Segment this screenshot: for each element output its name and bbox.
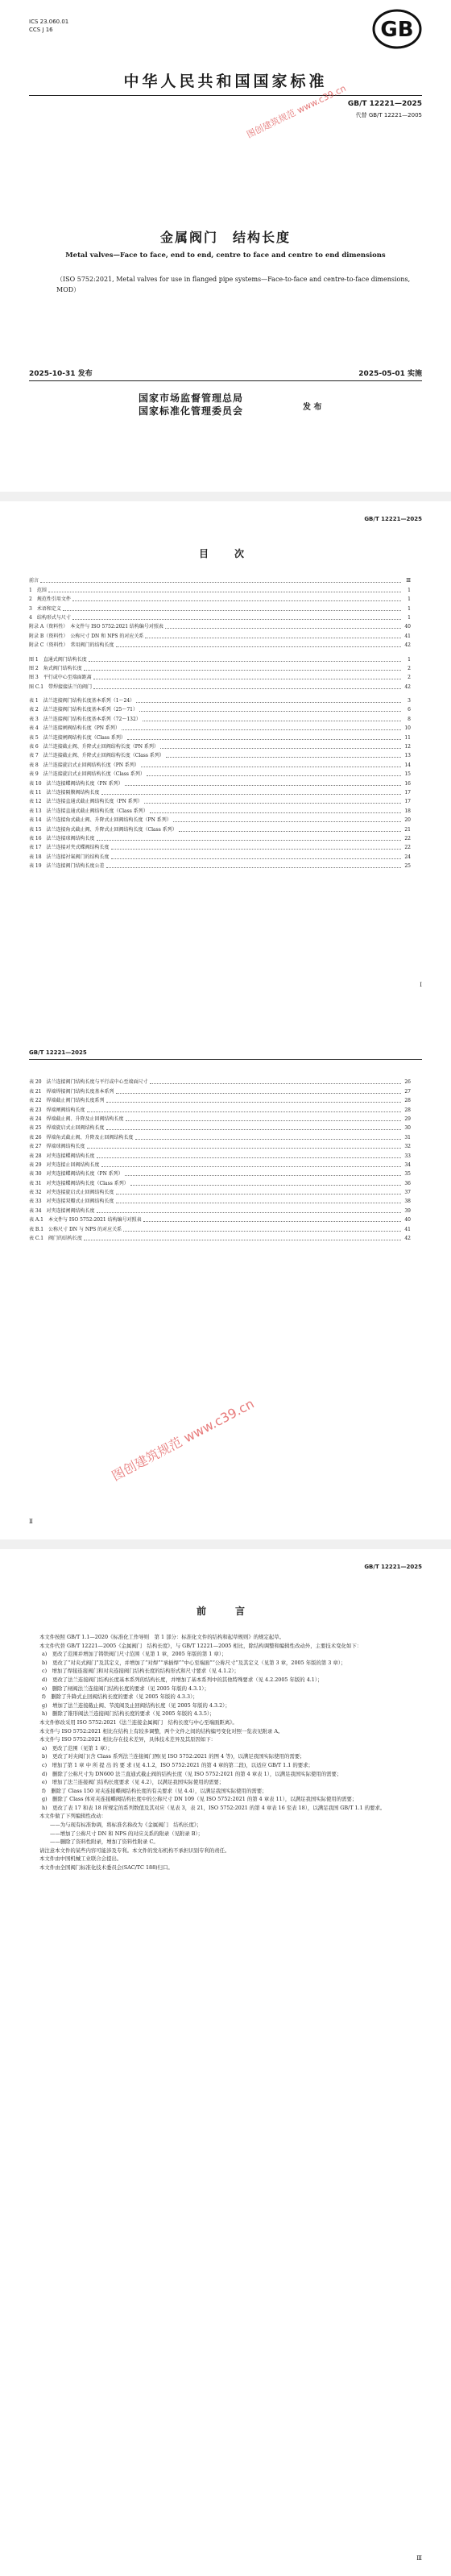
toc-entry-label: 表 26 焊端角式截止阀、升降及止回阀结构长度 xyxy=(29,1134,134,1141)
toc-entry-page: 37 xyxy=(404,1190,411,1196)
toc-entry-page: 39 xyxy=(404,1207,411,1214)
standard-type-title: 中华人民共和国国家标准 xyxy=(123,73,328,90)
toc-leader-dots xyxy=(93,688,401,689)
foreword-paragraph: 本文件由全国阀门标准化技术委员会(SAC/TC 188)归口。 xyxy=(39,1864,173,1872)
toc-entry-page: 22 xyxy=(404,845,411,851)
toc-entry[interactable] xyxy=(29,1205,411,1214)
toc-entry[interactable] xyxy=(29,732,411,741)
toc-entry-page: 13 xyxy=(404,753,411,759)
toc-entry[interactable] xyxy=(29,805,411,814)
foreword-paragraph: h) 更改了表 17 和表 18 所规定的系列数值及其对应（见表 3，表 21，ISO 5752:2021 的第 4 章表 16 至表 18），以满足我国 GB/T 1.1 的要求。 xyxy=(42,1804,386,1811)
ics-code: ICS 23.060.01 xyxy=(29,19,69,25)
toc-leader-dots xyxy=(126,1120,401,1121)
foreword-paragraph: 本文件与 ISO 5752:2021 相比存在技术差异，具体技术差异及其原因如下： xyxy=(39,1736,217,1743)
toc-entry-label: 表 27 焊端球阀结构长度 xyxy=(29,1144,85,1150)
toc-entry-label: 图 1 直通式阀门结构长度 xyxy=(29,656,87,663)
toc-entry-label: 表 13 法兰连接直通式截止阀结构长度（Class 系列） xyxy=(29,808,148,814)
toc-entry[interactable] xyxy=(29,824,411,833)
toc-entry-page: 31 xyxy=(404,1134,411,1141)
toc-list-part-2 xyxy=(29,1077,411,1242)
issuer-sac: 国家标准化管理委员会 xyxy=(139,405,244,417)
toc-entry[interactable] xyxy=(29,584,411,593)
toc-entry[interactable] xyxy=(29,1233,411,1242)
toc-entry-page: 20 xyxy=(404,817,411,824)
toc-leader-dots xyxy=(72,618,401,620)
stamp-watermark: 图创建筑规范 www.c39.cn xyxy=(245,82,348,141)
toc-entry-page: 41 xyxy=(404,633,411,639)
toc-entry-page: 17 xyxy=(404,789,411,796)
foreword-paragraph: f) 删除了 Class 150 对夹连接蝶阀结构长度的有关要求（见 4.4），以满足我国实际使用的需要； xyxy=(42,1787,267,1794)
toc-entry-label: 表 28 对夹连接蝶阀结构长度 xyxy=(29,1153,95,1159)
foreword-body xyxy=(29,1633,411,1872)
english-title: Metal valves—Face to face, end to end, centre to face and centre to end dimensions xyxy=(65,251,386,260)
toc-leader-dots xyxy=(63,609,401,611)
toc-entry[interactable] xyxy=(29,769,411,778)
foreword-paragraph: 本文件按照 GB/T 1.1—2020《标准化工作导则 第 1 部分：标准化文件的结构和起草规则》的规定起草。 xyxy=(39,1634,285,1640)
toc-entry-page: 32 xyxy=(404,1144,411,1150)
toc-entry-page: 28 xyxy=(404,1098,411,1104)
toc-leader-dots xyxy=(116,1202,401,1203)
toc-entry[interactable] xyxy=(29,1095,411,1104)
toc-entry[interactable] xyxy=(29,778,411,787)
toc-entry-page: 18 xyxy=(404,808,411,814)
foreword-paragraph: a) 更改了范围并增加了铸铁阀门尺寸范围（见第 1 章，2005 年版的第 1 章）； xyxy=(42,1651,227,1658)
toc-entry-page: 40 xyxy=(404,624,411,630)
foreword-paragraph: h) 删除了锥形阀法兰连接阀门结构长度的要求（见 2005 年版的 4.3.5）； xyxy=(42,1710,215,1718)
toc-entry-label: 表 17 法兰连接对夹式蝶阀结构长度 xyxy=(29,845,110,851)
toc-entry-page: 27 xyxy=(404,1088,411,1095)
toc-entry-label: 表 23 焊端闸阀结构长度 xyxy=(29,1107,85,1113)
toc-leader-dots xyxy=(141,766,401,767)
foreword-page xyxy=(0,1549,451,2576)
toc-leader-dots xyxy=(101,1165,401,1167)
iso-reference: （ISO 5752:2021, Metal valves for use in flanged pipe systems—Face-to-face and centre-to-face dimensions, MOD） xyxy=(56,276,411,293)
toc-entry-page: 22 xyxy=(404,835,411,841)
toc-entry-label: 表 32 对夹连接旋启式止回阀结构长度 xyxy=(29,1190,114,1196)
toc-entry-label: 图 2 角式阀门结构长度 xyxy=(29,665,82,671)
foreword-paragraph: 本文件与 ISO 5752:2021 相比在结构上有较多调整，两个文件之间的结构编号变化对照一览表见附录 A。 xyxy=(39,1727,283,1735)
toc-leader-dots xyxy=(173,821,401,822)
toc-entry-page: 34 xyxy=(404,1161,411,1168)
toc-leader-dots xyxy=(123,1230,401,1232)
foreword-paragraph: ——增加了公称尺寸 DN 和 NPS 的对应关系的附录（见附录 B）； xyxy=(50,1830,204,1837)
toc-entry-page: Ⅲ xyxy=(406,578,411,584)
gb-logo-icon xyxy=(372,8,422,50)
toc-entry-page: 38 xyxy=(404,1199,411,1205)
watermark: 图创建筑规范 www.c39.cn xyxy=(109,1395,257,1485)
toc-leader-dots xyxy=(40,581,401,583)
toc-leader-dots xyxy=(150,1082,401,1084)
toc-entry[interactable] xyxy=(29,603,411,612)
foreword-paragraph: 本文件代替 GB/T 12221—2005《金属阀门 结构长度》，与 GB/T 12221—2005 相比，除结构调整和编辑性改动外，主要技术变化如下： xyxy=(39,1642,362,1649)
toc-leader-dots xyxy=(130,1184,401,1186)
toc-entry-page: 1 xyxy=(408,614,411,621)
toc-entry-page: 36 xyxy=(404,1180,411,1186)
toc-leader-dots xyxy=(147,775,401,776)
toc-entry[interactable] xyxy=(29,681,411,690)
foreword-paragraph: 请注意本文件的某些内容可能涉及专利。本文件的发布机构不承担识别专利的责任。 xyxy=(39,1847,230,1854)
page-header-number: GB/T 12221—2025 xyxy=(364,516,422,522)
toc-entry-page: 1 xyxy=(408,605,411,612)
page-number-i: Ⅰ xyxy=(420,982,422,988)
toc-entry[interactable] xyxy=(29,663,411,672)
toc-leader-dots xyxy=(87,1111,401,1112)
foreword-paragraph: c) 增加了焊接连接阀门和对夹连接阀门结构长度的结构形式和尺寸要求（见 4.1.2）； xyxy=(42,1668,239,1675)
toc-entry-page: 42 xyxy=(404,683,411,690)
foreword-paragraph: b) 更改了“对夹式阀门”及其定义，并增加了“对焊”“承插焊”“中心至端面”“公称尺寸”及其定义（见第 3 章，2005 年版的第 3 章）； xyxy=(42,1659,346,1666)
toc-leader-dots xyxy=(122,729,401,730)
toc-leader-dots xyxy=(106,1128,401,1130)
toc-entry[interactable] xyxy=(29,672,411,681)
toc-leader-dots xyxy=(84,669,401,671)
toc-entry[interactable] xyxy=(29,1215,411,1224)
toc-entry-label: 表 6 法兰连接截止阀、升降式止回阀结构长度（PN 系列） xyxy=(29,744,159,750)
toc-entry-page: 35 xyxy=(404,1171,411,1178)
toc-entry[interactable] xyxy=(29,1141,411,1150)
toc-entry-label: 表 31 对夹连接蝶阀结构长度（Class 系列） xyxy=(29,1180,129,1186)
foreword-paragraph: 本文件修改采用 ISO 5752:2021《法兰连接金属阀门 结构长度与中心至端面距离》。 xyxy=(39,1718,238,1726)
foreword-paragraph: ——为与现有标准协调，将标准名称改为《金属阀门 结构长度》； xyxy=(50,1822,202,1829)
foreword-paragraph: d) 更改了法兰连接阀门结构长度基本系列的结构长度，并增加了基本系列中的其他特殊要求（见 4.2.2005 年版的 4.1）； xyxy=(42,1676,323,1683)
toc-entry[interactable] xyxy=(29,1187,411,1196)
toc-entry[interactable] xyxy=(29,696,411,704)
toc-entry-label: 表 14 法兰连接角式截止阀、升降式止回阀结构长度（PN 系列） xyxy=(29,817,172,824)
toc-entry-label: 表 11 法兰连接隔膜阀结构长度 xyxy=(29,789,100,796)
toc-entry-label: 附录 A（资料性） 本文件与 ISO 5752:2021 结构编号对照表 xyxy=(29,624,163,630)
toc-entry-page: 24 xyxy=(404,854,411,860)
toc-list-part-1 xyxy=(29,575,411,870)
toc-leader-dots xyxy=(136,701,401,703)
toc-entry[interactable] xyxy=(29,594,411,603)
classification-codes xyxy=(29,18,68,34)
toc-entry-label: 表 16 法兰连接球阀结构长度 xyxy=(29,835,95,841)
toc-leader-dots xyxy=(48,591,401,592)
toc-entry[interactable] xyxy=(29,713,411,722)
toc-entry-page: 30 xyxy=(404,1125,411,1132)
toc-leader-dots xyxy=(135,1138,401,1140)
toc-leader-dots xyxy=(89,660,401,662)
toc-entry-page: 25 xyxy=(404,863,411,870)
toc-leader-dots xyxy=(143,1220,401,1222)
toc-leader-dots xyxy=(97,1157,401,1158)
toc-entry-label: 表 B.1 公称尺寸 DN 与 NPS 的对应关系 xyxy=(29,1226,122,1232)
toc-entry[interactable] xyxy=(29,796,411,805)
toc-leader-dots xyxy=(97,839,401,841)
issuing-authorities xyxy=(139,392,243,418)
toc-leader-dots xyxy=(87,1147,401,1149)
toc-entry-page: 6 xyxy=(408,707,411,713)
toc-entry[interactable] xyxy=(29,861,411,870)
toc-entry[interactable] xyxy=(29,1086,411,1095)
toc-entry-label: 表 9 法兰连接旋启式止回阀结构长度（Class 系列） xyxy=(29,771,145,778)
release-date: 2025-10-31 发布 xyxy=(29,370,93,378)
toc-entry-label: 表 25 焊端旋启式止回阀结构长度 xyxy=(29,1125,105,1132)
toc-leader-dots xyxy=(97,1211,401,1213)
toc-leader-dots xyxy=(139,710,401,712)
toc-entry-label: 1 范围 xyxy=(29,587,47,593)
toc-entry[interactable] xyxy=(29,1169,411,1178)
toc-entry-label: 图 3 平行或中心至端面距离 xyxy=(29,675,92,681)
foreword-paragraph: e) 增加了法兰连接阀门结构长度要求（见 4.2），以满足我国实际使用的需要； xyxy=(42,1779,225,1786)
toc-entry-page: 28 xyxy=(404,1107,411,1113)
foreword-paragraph: ——删除了资料性附录，增加了资料性附录 C。 xyxy=(50,1839,159,1846)
toc-entry-label: 表 15 法兰连接角式截止阀、升降式止回阀结构长度（Class 系列） xyxy=(29,826,177,833)
toc-leader-dots xyxy=(160,747,401,749)
toc-leader-dots xyxy=(125,1174,401,1176)
toc-entry[interactable] xyxy=(29,630,411,639)
toc-entry-label: 4 结构形式与尺寸 xyxy=(29,614,71,621)
toc-entry-page: 26 xyxy=(404,1079,411,1086)
toc-entry-label: 表 29 对夹连接止回阀结构长度 xyxy=(29,1161,100,1168)
toc-entry[interactable] xyxy=(29,1150,411,1159)
toc-entry[interactable] xyxy=(29,787,411,796)
toc-leader-dots xyxy=(166,756,401,758)
toc-entry-label: 表 12 法兰连接直通式截止阀结构长度（PN 系列） xyxy=(29,799,143,805)
toc-entry[interactable] xyxy=(29,759,411,768)
issue-label: 发 布 xyxy=(303,403,322,412)
toc-entry-label: 表 4 法兰连接闸阀结构长度（PN 系列） xyxy=(29,725,120,732)
foreword-paragraph: 本文件由中国机械工业联合会提出。 xyxy=(39,1855,122,1863)
toc-entry-page: 33 xyxy=(404,1153,411,1159)
toc-entry-label: 表 1 法兰连接阀门结构长度基本系列（1～24） xyxy=(29,698,135,704)
date-divider xyxy=(29,380,422,381)
toc-entry-page: 21 xyxy=(404,826,411,833)
toc-entry[interactable] xyxy=(29,1104,411,1113)
toc-entry-page: 15 xyxy=(404,771,411,778)
toc-leader-dots xyxy=(111,858,401,859)
toc-entry-label: 图 C.1 带焊接接法兰的阀门 xyxy=(29,683,93,690)
toc-entry-page: 40 xyxy=(404,1217,411,1224)
toc-entry-label: 表 21 焊端焊接阀门结构长度基本系列 xyxy=(29,1088,114,1095)
toc-leader-dots xyxy=(143,720,401,721)
toc-entry-label: 表 19 法兰连接阀门结构长度公差 xyxy=(29,863,105,870)
toc-entry[interactable] xyxy=(29,704,411,713)
toc-entry-page: 1 xyxy=(408,596,411,603)
toc-entry-label: 附录 C（资料性） 常用阀门的结构长度 xyxy=(29,642,114,649)
toc-entry-label: 表 18 法兰连接衬氟阀门的结构长度 xyxy=(29,854,110,860)
toc-entry[interactable] xyxy=(29,1132,411,1141)
gb-logo-text: GB xyxy=(380,18,414,42)
toc-entry-page: 42 xyxy=(404,1236,411,1242)
toc-entry[interactable] xyxy=(29,1178,411,1186)
toc-entry[interactable] xyxy=(29,842,411,851)
ccs-code: CCS J 16 xyxy=(29,27,53,33)
toc-entry-page: 1 xyxy=(408,656,411,663)
toc-leader-dots xyxy=(101,793,401,795)
toc-entry-label: 表 24 焊端截止阀、升降及止回阀结构长度 xyxy=(29,1116,124,1122)
toc-leader-dots xyxy=(125,784,401,786)
toc-entry-label: 表 33 对夹连接双瓣式止回阀结构长度 xyxy=(29,1199,114,1205)
toc-entry-label: 2 规范性引用文件 xyxy=(29,596,71,603)
toc-entry-label: 附录 B（资料性） 公称尺寸 DN 和 NPS 的对应关系 xyxy=(29,633,144,639)
toc-leader-dots xyxy=(165,627,401,629)
toc-leader-dots xyxy=(145,637,401,638)
toc-entry-page: 17 xyxy=(404,799,411,805)
toc-leader-dots xyxy=(144,802,401,804)
toc-entry-label: 表 20 法兰连接阀门结构长度与平行或中心至端面尺寸 xyxy=(29,1079,148,1086)
header-divider xyxy=(29,95,422,96)
foreword-paragraph: g) 增加了法兰连接截止阀、节流阀及止回阀结构长度（见 2005 年版的 4.3.2）； xyxy=(42,1701,230,1709)
toc-entry-page: 1 xyxy=(408,587,411,593)
toc-entry[interactable] xyxy=(29,851,411,860)
toc-leader-dots xyxy=(106,1101,401,1103)
foreword-paragraph: a) 更改了范围（见第 1 章）； xyxy=(42,1744,113,1751)
page-number-ii: Ⅱ xyxy=(29,1519,33,1525)
toc-leader-dots xyxy=(93,678,401,679)
toc-entry[interactable] xyxy=(29,833,411,842)
toc-leader-dots xyxy=(116,646,402,647)
toc-entry-page: 3 xyxy=(408,698,411,704)
standard-number: GB/T 12221—2025 xyxy=(347,100,422,108)
toc-entry-label: 表 A.1 本文件与 ISO 5752:2021 结构编号对照表 xyxy=(29,1217,142,1224)
toc-leader-dots xyxy=(111,848,401,850)
cover-page xyxy=(0,0,451,492)
toc-entry-page: 2 xyxy=(408,675,411,681)
toc-entry[interactable] xyxy=(29,575,411,584)
foreword-paragraph: f) 删除了升降式止回阀结构长度的要求（见 2005 年版的 4.3.3）； xyxy=(42,1693,198,1701)
toc-entry-label: 表 7 法兰连接截止阀、升降式止回阀结构长度（Class 系列） xyxy=(29,753,164,759)
toc-entry-label: 表 10 法兰连接蝶阀结构长度（PN 系列） xyxy=(29,780,123,787)
toc-entry[interactable] xyxy=(29,815,411,824)
toc-entry-page: 14 xyxy=(404,762,411,768)
toc-leader-dots xyxy=(84,1239,401,1240)
toc-entry[interactable] xyxy=(29,640,411,649)
toc-entry-label: 表 5 法兰连接闸阀结构长度（Class 系列） xyxy=(29,734,126,741)
toc-page xyxy=(0,501,451,1539)
header-rule xyxy=(29,1059,422,1060)
toc-leader-dots xyxy=(116,1092,401,1094)
foreword-title: 前 言 xyxy=(196,1606,254,1617)
toc-leader-dots xyxy=(150,812,401,813)
toc-entry-label: 3 术语和定义 xyxy=(29,605,61,612)
toc-entry-label: 表 C.1 阀门的结构长度 xyxy=(29,1236,83,1242)
implementation-date: 2025-05-01 实施 xyxy=(358,370,422,378)
toc-leader-dots xyxy=(116,1193,401,1195)
toc-leader-dots xyxy=(127,738,401,740)
toc-leader-dots xyxy=(179,830,401,832)
toc-entry[interactable] xyxy=(29,621,411,630)
chinese-title: 金属阀门 结构长度 xyxy=(159,230,291,245)
toc-entry-page: 10 xyxy=(404,725,411,732)
toc-entry-page: 12 xyxy=(404,744,411,750)
toc-leader-dots xyxy=(106,866,401,868)
issuer-samr: 国家市场监督管理总局 xyxy=(139,393,244,404)
foreword-paragraph: c) 增加了第 1 章 中 所 提 出 的 要 求 (见 4.1.2，ISO 5752:2021 的第 4 章的第二段)，以适应 GB/T 1.1 的要求； xyxy=(42,1761,313,1768)
toc-entry[interactable] xyxy=(29,613,411,621)
toc-entry-page: 29 xyxy=(404,1116,411,1122)
toc-entry[interactable] xyxy=(29,1160,411,1169)
toc-entry-label: 表 3 法兰连接阀门结构长度基本系列（72～132） xyxy=(29,716,141,722)
foreword-paragraph: 本文件做了下列编辑性改动： xyxy=(39,1813,107,1820)
toc-entry[interactable] xyxy=(29,654,411,663)
replaced-standard: 代替 GB/T 12221—2005 xyxy=(355,112,422,118)
page-number-iii: Ⅲ xyxy=(416,2555,422,2561)
toc-entry[interactable] xyxy=(29,1224,411,1232)
toc-title: 目 次 xyxy=(198,548,252,559)
toc-entry-label: 表 22 焊端截止阀门结构长度系列 xyxy=(29,1098,105,1104)
toc-entry[interactable] xyxy=(29,742,411,750)
toc-entry[interactable] xyxy=(29,1123,411,1132)
page-header-number-2: GB/T 12221—2025 xyxy=(29,1049,87,1056)
toc-entry[interactable] xyxy=(29,1114,411,1123)
toc-entry-page: 11 xyxy=(404,734,411,741)
toc-entry-page: 8 xyxy=(408,716,411,722)
foreword-paragraph: g) 删除了 Class 体对夹连接蝶阀结构长度中的公称尺寸 DN 109（见 ISO 5752:2021 的第 4 章表 11），以满足我国实际使用的需要； xyxy=(42,1796,358,1803)
toc-entry-page: 41 xyxy=(404,1226,411,1232)
foreword-paragraph: e) 删除了闸阀法兰连接阀门结构长度的要求（见 2005 年版的 4.3.1）； xyxy=(42,1685,209,1692)
toc-entry-page: 42 xyxy=(404,642,411,649)
toc-entry-page: 16 xyxy=(404,780,411,787)
toc-entry[interactable] xyxy=(29,1196,411,1205)
toc-entry-label: 表 30 对夹连接蝶阀结构长度（PN 系列） xyxy=(29,1171,123,1178)
foreword-paragraph: b) 更改了对夹阀门(含 Class 系列法兰连接阀门图(见 ISO 5752:2021 的图 4 等)，以满足我国实际使用的需要； xyxy=(42,1753,305,1760)
toc-entry-label: 表 34 对夹连接闸阀结构长度 xyxy=(29,1207,95,1214)
foreword-paragraph: d) 删除了公称尺寸为 DN600 法兰直通式截止阀的结构长度（见 ISO 5752:2021 的第 4 章表 1），以满足我国实际使用的需要； xyxy=(42,1770,342,1777)
toc-entry-label: 表 2 法兰连接阀门结构长度基本系列（25～71） xyxy=(29,707,138,713)
toc-entry-label: 表 8 法兰连接旋启式止回阀结构长度（PN 系列） xyxy=(29,762,139,768)
toc-entry[interactable] xyxy=(29,1077,411,1086)
toc-entry-label: 前言 xyxy=(29,578,39,584)
toc-entry[interactable] xyxy=(29,723,411,732)
toc-leader-dots xyxy=(72,600,401,601)
toc-entry[interactable] xyxy=(29,750,411,759)
page-header-number-3: GB/T 12221—2025 xyxy=(364,1564,422,1570)
toc-entry-page: 2 xyxy=(408,665,411,671)
